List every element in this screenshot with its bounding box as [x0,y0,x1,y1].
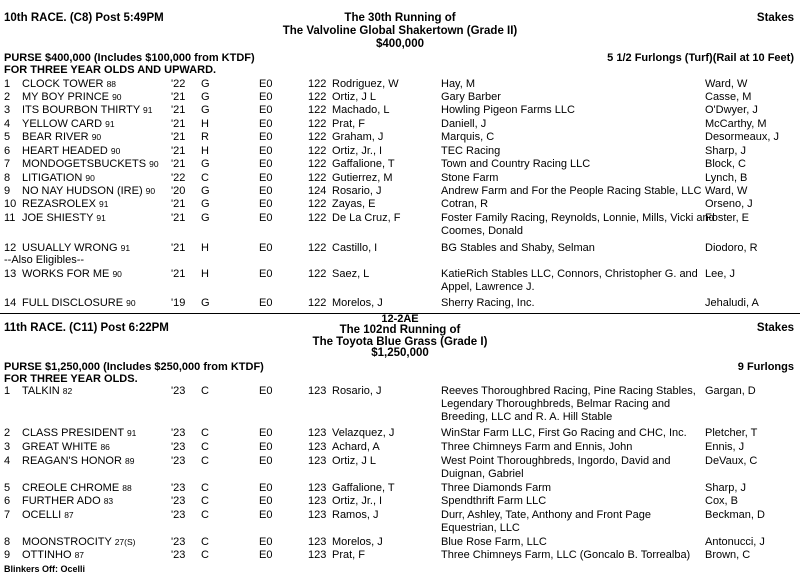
also-eligibles-label: --Also Eligibles-- [4,254,85,266]
medication: E0 [259,91,273,103]
horse-name: REAGAN'S HONOR [22,455,122,467]
foaling-year: '21 [171,131,186,143]
foaling-year: '23 [171,495,186,507]
horse-name: TALKIN [22,385,60,397]
jockey: Rodriguez, W [332,78,399,90]
speed-figure: 90 [149,159,159,169]
race10-distance: 5 1/2 Furlongs (Turf)(Rail at 10 Feet) [607,52,794,64]
trainer: O'Dwyer, J [705,104,758,116]
medication: E0 [259,78,273,90]
race11-header-right: Stakes [756,322,794,334]
jockey: Morelos, J [332,536,383,548]
program-number: 6 [4,145,11,157]
speed-figure: 90 [91,132,102,142]
foaling-year: '23 [171,536,186,548]
sex: H [201,242,209,254]
weight: 122 [308,172,327,184]
horse-name: OTTINHO [22,549,72,561]
jockey: Machado, L [332,104,390,116]
weight: 122 [308,297,327,309]
owner: Town and Country Racing LLC [441,158,591,170]
race10-header-left: 10th RACE. (C8) Post 5:49PM [4,12,164,24]
foaling-year: '23 [171,427,186,439]
speed-figure: 90 [112,92,122,102]
foaling-year: '22 [171,172,186,184]
horse-cell [22,212,106,224]
sex: C [201,441,209,453]
foaling-year: '23 [171,385,186,397]
speed-figure: 87 [74,550,85,560]
trainer: Block, C [705,158,746,170]
horse-name: NO NAY HUDSON (IRE) [22,185,143,197]
medication: E0 [259,536,273,548]
horse-name: MY BOY PRINCE [22,91,110,103]
weight: 122 [308,268,327,280]
medication: E0 [259,509,273,521]
horse-name: HEART HEADED [22,145,108,157]
foaling-year: '23 [171,549,186,561]
horse-name: REZASROLEX [22,198,96,210]
owner: Blue Rose Farm, LLC [441,536,547,548]
horse-name: USUALLY WRONG [22,242,118,254]
owner: KatieRich Stables LLC, Connors, Christopher G. and [441,268,698,280]
owner-line2: Coomes, Donald [441,225,523,237]
trainer: Ward, W [705,78,748,90]
sex: C [201,385,209,397]
race11-title-line2: The Toyota Blue Grass (Grade I) [312,336,488,348]
jockey: Ortiz, Jr., I [332,495,383,507]
speed-figure: 82 [62,386,73,396]
horse-cell [22,118,115,130]
sex: G [201,104,210,116]
horse-cell [22,78,116,90]
owner: Stone Farm [441,172,499,184]
foaling-year: '23 [171,455,186,467]
program-number: 8 [4,536,11,548]
horse-cell [22,268,122,280]
trainer: Ennis, J [705,441,745,453]
weight: 123 [308,385,327,397]
weight: 122 [308,198,327,210]
race10-purse: PURSE $400,000 (Includes $100,000 from KTDF) [4,52,255,64]
program-number: 1 [4,78,11,90]
foaling-year: '21 [171,212,186,224]
medication: E0 [259,455,273,467]
foaling-year: '21 [171,242,186,254]
foaling-year: '23 [171,482,186,494]
race11-footnote: Blinkers Off: Ocelli [4,564,86,574]
weight: 123 [308,455,327,467]
horse-name: WORKS FOR ME [22,268,110,280]
weight: 122 [308,158,327,170]
owner: Marquis, C [441,131,495,143]
horse-cell [22,198,109,210]
jockey: Ramos, J [332,509,379,521]
program-number: 2 [4,427,11,439]
speed-figure: 87 [64,510,74,520]
jockey: Gutierrez, M [332,172,393,184]
trainer: Brown, C [705,549,751,561]
speed-figure: 83 [103,496,114,506]
program-number: 2 [4,91,11,103]
owner: Daniell, J [441,118,487,130]
weight: 122 [308,131,327,143]
horse-name: CLOCK TOWER [22,78,104,90]
program-number: 10 [4,198,17,210]
race10-title-line3: $400,000 [376,38,424,50]
weight: 123 [308,536,327,548]
medication: E0 [259,158,273,170]
horse-cell [22,509,74,521]
race11-header-left: 11th RACE. (C11) Post 6:22PM [4,322,169,334]
foaling-year: '21 [171,198,186,210]
horse-name: FULL DISCLOSURE [22,297,124,309]
weight: 122 [308,91,327,103]
race11-title-line1: The 102nd Running of [339,324,461,336]
sex: G [201,185,210,197]
weight: 124 [308,185,327,197]
sex: H [201,268,209,280]
weight: 123 [308,441,327,453]
jockey: De La Cruz, F [332,212,401,224]
jockey: Ortiz, Jr., I [332,145,383,157]
jockey: Prat, F [332,118,366,130]
weight: 123 [308,427,327,439]
program-number: 5 [4,131,11,143]
sex: C [201,536,209,548]
sex: C [201,549,209,561]
race-divider-label: 12-2AE [381,313,419,325]
foaling-year: '21 [171,91,186,103]
horse-name: LITIGATION [22,172,83,184]
trainer: Gargan, D [705,385,756,397]
horse-cell [22,385,72,397]
trainer: Beckman, D [705,509,765,521]
speed-figure: 90 [85,173,95,183]
horse-name: ITS BOURBON THIRTY [22,104,140,116]
horse-cell [22,482,132,494]
foaling-year: '21 [171,104,186,116]
jockey: Gaffalione, T [332,158,395,170]
trainer: Ward, W [705,185,748,197]
sex: G [201,91,210,103]
medication: E0 [259,172,273,184]
jockey: Saez, L [332,268,370,280]
foaling-year: '22 [171,78,186,90]
owner: Three Chimneys Farm, LLC (Goncalo B. Torrealba) [441,549,691,561]
medication: E0 [259,212,273,224]
speed-figure: 91 [96,213,106,223]
horse-cell [22,158,159,170]
owner: TEC Racing [441,145,501,157]
sex: G [201,198,210,210]
owner: Spendthrift Farm LLC [441,495,547,507]
horse-cell [22,104,153,116]
owner: Hay, M [441,78,476,90]
medication: E0 [259,198,273,210]
medication: E0 [259,104,273,116]
jockey: Gaffalione, T [332,482,395,494]
sex: H [201,145,209,157]
sex: G [201,158,210,170]
speed-figure: 91 [99,199,109,209]
trainer: Orseno, J [705,198,753,210]
medication: E0 [259,427,273,439]
program-number: 3 [4,104,11,116]
weight: 123 [308,495,327,507]
program-number: 7 [4,158,11,170]
jockey: Velazquez, J [332,427,395,439]
weight: 122 [308,78,327,90]
race11-title-line3: $1,250,000 [371,347,429,359]
medication: E0 [259,131,273,143]
weight: 122 [308,104,327,116]
foaling-year: '21 [171,158,186,170]
jockey: Rosario, J [332,385,382,397]
program-number: 9 [4,185,11,197]
trainer: Desormeaux, J [705,131,779,143]
owner-line2: Appel, Lawrence J. [441,281,535,293]
medication: E0 [259,242,273,254]
horse-name: CLASS PRESIDENT [22,427,124,439]
owner: Durr, Ashley, Tate, Anthony and Front Page [441,509,651,521]
horse-cell [22,441,110,453]
owner: Sherry Racing, Inc. [441,297,535,309]
sex: G [201,297,210,309]
sex: C [201,482,209,494]
sex: C [201,427,209,439]
medication: E0 [259,118,273,130]
horse-cell [22,495,113,507]
horse-cell [22,427,136,439]
foaling-year: '20 [171,185,186,197]
speed-figure: 91 [126,428,137,438]
weight: 123 [308,509,327,521]
speed-figure: 90 [112,269,122,279]
owner-line2: Duignan, Gabriel [441,468,524,480]
race11-conditions: FOR THREE YEAR OLDS. [4,373,138,385]
foaling-year: '21 [171,118,186,130]
medication: E0 [259,297,273,309]
program-number: 4 [4,455,11,467]
owner: Andrew Farm and For the People Racing Stable, LLC [441,185,702,197]
horse-name: OCELLI [22,509,62,521]
sex: C [201,172,209,184]
trainer: Foster, E [705,212,750,224]
speed-figure: 86 [100,442,110,452]
owner: Foster Family Racing, Reynolds, Lonnie, Mills, Vicki and [441,212,715,224]
owner: Howling Pigeon Farms LLC [441,104,575,116]
program-number: 7 [4,509,11,521]
weight: 122 [308,212,327,224]
horse-name: FURTHER ADO [22,495,101,507]
medication: E0 [259,549,273,561]
owner: BG Stables and Shaby, Selman [441,242,595,254]
weight: 123 [308,549,327,561]
jockey: Morelos, J [332,297,383,309]
weight: 123 [308,482,327,494]
horse-cell [22,131,101,143]
foaling-year: '21 [171,268,186,280]
horse-name: MOONSTROCITY [22,536,112,548]
speed-figure: 90 [145,186,156,196]
trainer: Antonucci, J [705,536,765,548]
sex: C [201,509,209,521]
speed-figure: 91 [105,119,115,129]
program-number: 1 [4,385,11,397]
horse-name: MONDOGETSBUCKETS [22,158,147,170]
speed-figure: 91 [143,105,153,115]
race10-header-right: Stakes [756,12,794,24]
jockey: Ortiz, J L [332,455,377,467]
program-number: 12 [4,242,17,254]
trainer: DeVaux, C [705,455,758,467]
jockey: Achard, A [332,441,380,453]
jockey: Zayas, E [332,198,376,210]
jockey: Rosario, J [332,185,382,197]
foaling-year: '21 [171,145,186,157]
speed-figure: 90 [126,298,136,308]
medication: E0 [259,268,273,280]
horse-name: GREAT WHITE [22,441,98,453]
program-number: 14 [4,297,17,309]
sex: C [201,455,209,467]
weight: 122 [308,118,327,130]
program-number: 5 [4,482,11,494]
horse-cell [22,536,136,548]
speed-figure: 90 [110,146,121,156]
race10-title-line1: The 30th Running of [344,12,456,24]
trainer: Casse, M [705,91,752,103]
race10-title-line2: The Valvoline Global Shakertown (Grade II) [282,25,518,37]
speed-figure: 88 [122,483,132,493]
sex: G [201,212,210,224]
trainer: Lynch, B [705,172,748,184]
foaling-year: '23 [171,441,186,453]
horse-cell [22,455,134,467]
weight: 122 [308,145,327,157]
speed-figure: 88 [106,79,117,89]
trainer: McCarthy, M [705,118,767,130]
trainer: Cox, B [705,495,739,507]
sex: G [201,78,210,90]
owner: West Point Thoroughbreds, Ingordo, David and [441,455,671,467]
medication: E0 [259,385,273,397]
program-number: 11 [4,212,16,224]
horse-cell [22,185,155,197]
sex: H [201,118,209,130]
owner-line2: Equestrian, LLC [441,522,520,534]
medication: E0 [259,482,273,494]
sex: C [201,495,209,507]
horse-cell [22,145,120,157]
foaling-year: '19 [171,297,186,309]
owner: Reeves Thoroughbred Racing, Pine Racing Stables, [441,385,696,397]
foaling-year: '23 [171,509,186,521]
jockey: Ortiz, J L [332,91,377,103]
medication: E0 [259,495,273,507]
program-number: 9 [4,549,11,561]
race10-conditions: FOR THREE YEAR OLDS AND UPWARD. [4,64,217,76]
trainer: Sharp, J [705,145,746,157]
owner-line3: Breeding, LLC and R. A. Hill Stable [441,411,613,423]
medication: E0 [259,441,273,453]
program-number: 3 [4,441,11,453]
race11-purse: PURSE $1,250,000 (Includes $250,000 from KTDF) [4,361,264,373]
trainer: Jehaludi, A [705,297,759,309]
speed-figure: 91 [120,243,131,253]
speed-figure: 89 [124,456,135,466]
owner: WinStar Farm LLC, First Go Racing and CHC, Inc. [441,427,687,439]
horse-cell [22,91,122,103]
horse-cell [22,242,130,254]
owner: Cotran, R [441,198,489,210]
horse-name: CREOLE CHROME [22,482,120,494]
owner-line2: Legendary Thoroughbreds, Belmar Racing and [441,398,671,410]
horse-cell [22,549,84,561]
speed-figure: 27(S) [114,537,136,547]
program-number: 13 [4,268,17,280]
horse-cell [22,172,95,184]
owner: Three Diamonds Farm [441,482,552,494]
medication: E0 [259,145,273,157]
owner: Three Chimneys Farm and Ennis, John [441,441,633,453]
horse-cell [22,297,136,309]
trainer: Pletcher, T [705,427,758,439]
race11-distance: 9 Furlongs [737,361,794,373]
program-number: 4 [4,118,11,130]
jockey: Prat, F [332,549,366,561]
horse-name: BEAR RIVER [22,131,89,143]
owner: Gary Barber [441,91,501,103]
program-number: 6 [4,495,11,507]
jockey: Castillo, I [332,242,378,254]
horse-name: JOE SHIESTY [22,212,94,224]
program-number: 8 [4,172,11,184]
sex: R [201,131,209,143]
trainer: Diodoro, R [705,242,758,254]
weight: 122 [308,242,327,254]
horse-name: YELLOW CARD [22,118,103,130]
medication: E0 [259,185,273,197]
trainer: Lee, J [705,268,735,280]
jockey: Graham, J [332,131,384,143]
trainer: Sharp, J [705,482,746,494]
